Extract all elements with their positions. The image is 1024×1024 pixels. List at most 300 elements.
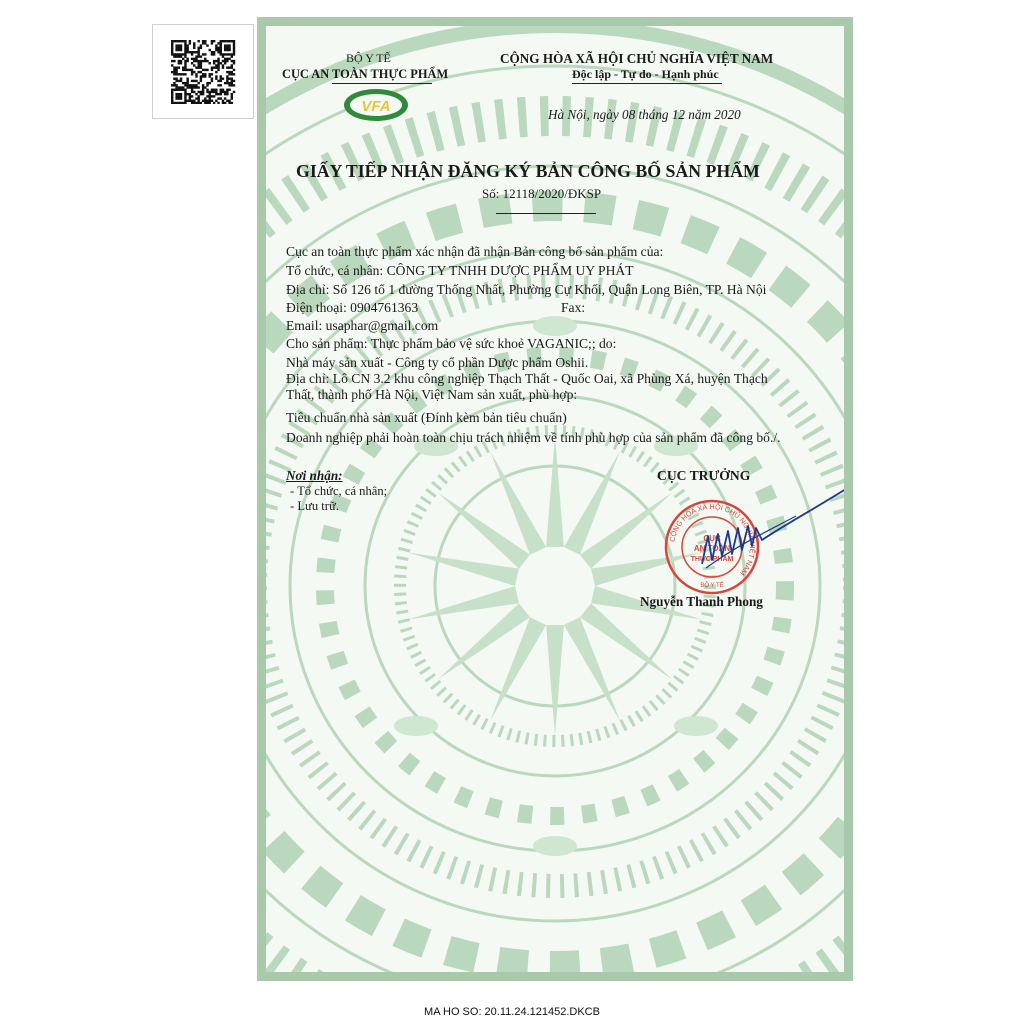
qr-module [200,44,202,46]
qr-module [193,57,195,59]
qr-module [186,57,188,59]
qr-module [231,64,233,66]
qr-module [191,101,193,103]
qr-module [226,88,228,90]
qr-module [175,97,177,99]
qr-module [171,95,173,97]
qr-module [228,77,230,79]
qr-module [204,53,206,55]
qr-module [186,68,188,70]
qr-module [197,70,199,72]
qr-module [195,55,197,57]
issue-date: Hà Nội, ngày 08 tháng 12 năm 2020 [548,107,741,122]
qr-module [222,55,224,57]
qr-module [175,55,177,57]
qr-module [193,99,195,101]
qr-module [226,70,228,72]
qr-module [184,55,186,57]
qr-module [191,86,193,88]
qr-module [220,62,222,64]
qr-module [233,73,235,75]
qr-module [197,55,199,57]
factory: Nhà máy sản xuất - Công ty cổ phần Dược phẩm Oshii. [286,355,589,370]
qr-module [197,48,199,50]
qr-module [197,46,199,48]
qr-module [173,77,175,79]
qr-module [184,66,186,68]
qr-module [189,97,191,99]
qr-module [228,44,230,46]
qr-module [206,68,208,70]
qr-module [202,40,204,42]
qr-module [195,97,197,99]
qr-module [220,46,222,48]
signer-name: Nguyễn Thanh Phong [640,594,763,609]
qr-module [206,101,208,103]
qr-module [209,73,211,75]
qr-module [231,70,233,72]
qr-module [184,81,186,83]
qr-module [184,44,186,46]
qr-module [209,101,211,103]
qr-module [222,64,224,66]
stamp-ring-text: CỘNG HÒA XÃ HỘI CHỦ NGHĨA VIỆT NAM [667,501,758,578]
qr-module [191,51,193,53]
qr-module [215,59,217,61]
document-title: GIẤY TIẾP NHẬN ĐĂNG KÝ BẢN CÔNG BỐ SẢN PHẨM [296,161,760,181]
qr-module [191,53,193,55]
qr-module [191,62,193,64]
qr-module [228,57,230,59]
qr-module [213,40,215,42]
qr-module [178,59,180,61]
qr-module [217,66,219,68]
qr-module [195,101,197,103]
qr-module [224,57,226,59]
qr-module [211,66,213,68]
qr-module [186,84,188,86]
qr-module [175,68,177,70]
qr-module [233,51,235,53]
qr-module [173,84,175,86]
qr-module [202,90,204,92]
qr-module [178,53,180,55]
qr-module [178,66,180,68]
qr-module [209,99,211,101]
qr-module [171,84,173,86]
country-name: CỘNG HÒA XÃ HỘI CHỦ NGHĨA VIỆT NAM [500,51,774,66]
qr-module [209,75,211,77]
qr-module [202,84,204,86]
qr-module [175,95,177,97]
stamp-center-2: AN TOÀN [693,544,731,553]
email: Email: usaphar@gmail.com [286,318,439,333]
qr-module [173,55,175,57]
qr-module [215,88,217,90]
qr-module [228,66,230,68]
qr-module [175,46,177,48]
qr-module [211,79,213,81]
qr-module [231,59,233,61]
qr-module [184,99,186,101]
qr-module [180,101,182,103]
qr-module [217,51,219,53]
qr-module [175,92,177,94]
qr-module [202,88,204,90]
qr-module [226,99,228,101]
qr-module [213,88,215,90]
qr-module [191,88,193,90]
qr-module [189,68,191,70]
qr-module [197,90,199,92]
qr-module [226,48,228,50]
recipient-1: - Tổ chức, cá nhân; [290,484,388,498]
qr-module [220,88,222,90]
qr-module [226,53,228,55]
qr-module [228,53,230,55]
qr-module [184,73,186,75]
qr-module [224,48,226,50]
qr-module [222,59,224,61]
qr-module [222,40,224,42]
qr-module [193,101,195,103]
qr-module [228,99,230,101]
qr-module [231,53,233,55]
qr-module [220,44,222,46]
qr-module [182,68,184,70]
qr-module [211,51,213,53]
recipients-heading: Nơi nhận: [286,468,343,483]
qr-module [233,46,235,48]
qr-module [178,62,180,64]
qr-module [226,59,228,61]
product: Cho sản phẩm: Thực phẩm bảo vệ sức khoẻ VAGANIC;; do: [286,336,617,351]
qr-module [226,92,228,94]
qr-module [204,97,206,99]
qr-module [228,48,230,50]
qr-module [175,77,177,79]
qr-module [171,99,173,101]
qr-module [226,90,228,92]
qr-module [202,73,204,75]
qr-module [197,62,199,64]
qr-module [209,90,211,92]
qr-module [228,88,230,90]
organization: Tổ chức, cá nhân: CÔNG TY TNHH DƯỢC PHẨM UY PHÁT [286,263,634,278]
qr-module [204,68,206,70]
qr-module [193,59,195,61]
qr-module [195,66,197,68]
qr-module [189,95,191,97]
qr-module [171,40,173,42]
stamp-bottom-text: BỘ Y TẾ [700,583,724,589]
qr-module [233,62,235,64]
qr-module [213,51,215,53]
qr-module [197,95,199,97]
qr-module [178,88,180,90]
qr-module [200,62,202,64]
qr-module [224,81,226,83]
qr-module [175,79,177,81]
qr-module [211,77,213,79]
qr-module [209,62,211,64]
qr-module [222,101,224,103]
qr-module [220,40,222,42]
qr-module [189,42,191,44]
qr-module [224,59,226,61]
qr-module [202,75,204,77]
qr-module [206,44,208,46]
qr-module [182,88,184,90]
qr-module [233,48,235,50]
agency-name: CỤC AN TOÀN THỰC PHẨM [282,67,449,81]
qr-module [211,90,213,92]
qr-module [211,42,213,44]
qr-module [180,77,182,79]
qr-module [226,46,228,48]
qr-module [184,51,186,53]
qr-module [171,101,173,103]
qr-module [215,46,217,48]
qr-module [224,46,226,48]
qr-module [206,81,208,83]
qr-module [224,62,226,64]
qr-module [184,46,186,48]
qr-module [180,44,182,46]
qr-module [226,66,228,68]
qr-module [182,53,184,55]
qr-module [175,53,177,55]
qr-module [173,81,175,83]
qr-module [197,40,199,42]
qr-module [191,95,193,97]
qr-module [213,59,215,61]
qr-module [178,86,180,88]
qr-module [220,77,222,79]
qr-module [217,48,219,50]
qr-module [175,44,177,46]
factory-address-2: Thất, thành phố Hà Nội, Việt Nam sản xuất, phù hợp: [286,387,578,402]
qr-module [184,88,186,90]
qr-module [222,66,224,68]
qr-module [173,68,175,70]
qr-module [175,101,177,103]
qr-module [175,70,177,72]
qr-module [182,101,184,103]
qr-module [228,40,230,42]
qr-module [182,86,184,88]
qr-module [204,59,206,61]
qr-module [173,66,175,68]
responsibility: Doanh nghiệp phải hoàn toàn chịu trách nhiệm về tính phù hợp của sản phẩm đã công bố./. [286,430,781,445]
qr-module [231,77,233,79]
qr-module [191,90,193,92]
qr-module [226,81,228,83]
qr-module [211,99,213,101]
qr-module [191,70,193,72]
qr-module [202,59,204,61]
qr-module [215,70,217,72]
qr-module [186,79,188,81]
ministry-name: BỘ Y TẾ [346,51,391,65]
qr-module [180,46,182,48]
qr-module [191,73,193,75]
qr-module [186,77,188,79]
qr-module [211,68,213,70]
qr-module [186,46,188,48]
qr-module [215,44,217,46]
qr-module [231,66,233,68]
qr-module [215,75,217,77]
qr-module [189,40,191,42]
qr-module [231,95,233,97]
qr-module [233,79,235,81]
qr-module [200,101,202,103]
vfa-logo-text: VFA [361,98,391,115]
handwritten-signature [693,476,844,596]
qr-module [182,66,184,68]
qr-module [224,97,226,99]
qr-module [200,70,202,72]
qr-module [231,73,233,75]
qr-module [173,53,175,55]
qr-module [211,53,213,55]
qr-module [217,84,219,86]
standard: Tiêu chuẩn nhà sản xuất (Đính kèm bản tiêu chuẩn) [286,410,567,425]
qr-module [231,79,233,81]
qr-module [186,48,188,50]
vfa-logo [341,86,411,124]
qr-module [204,42,206,44]
qr-module [200,90,202,92]
stamp-center-1: CỤC [703,534,721,543]
qr-module [231,101,233,103]
qr-module [186,86,188,88]
certificate-paper [266,26,844,972]
qr-module [233,53,235,55]
qr-module [184,92,186,94]
qr-module [180,62,182,64]
qr-module [217,64,219,66]
qr-module [171,88,173,90]
qr-code [152,24,254,119]
qr-module [217,59,219,61]
qr-module [189,92,191,94]
qr-module [211,40,213,42]
qr-module [171,51,173,53]
qr-module [231,81,233,83]
qr-module [173,101,175,103]
qr-module [222,77,224,79]
qr-module [215,90,217,92]
qr-module [202,42,204,44]
document-number: Số: 12118/2020/ĐKSP [482,186,602,201]
qr-module [233,84,235,86]
qr-module [226,57,228,59]
qr-module [173,70,175,72]
qr-module [233,42,235,44]
qr-module [200,75,202,77]
qr-module [228,101,230,103]
qr-module [189,84,191,86]
qr-module [184,64,186,66]
qr-module [171,64,173,66]
qr-module [228,70,230,72]
qr-module [195,86,197,88]
country-motto: Độc lập - Tự do - Hạnh phúc [572,67,719,81]
qr-module [178,95,180,97]
qr-module [178,48,180,50]
qr-module [184,42,186,44]
qr-module [211,73,213,75]
qr-module [193,44,195,46]
qr-module [204,101,206,103]
dossier-code: MA HO SO: 20.11.24.121452.DKCB [424,1006,600,1018]
qr-module [186,92,188,94]
qr-module [220,84,222,86]
qr-module [197,53,199,55]
qr-module [204,99,206,101]
qr-module [224,44,226,46]
qr-module [175,40,177,42]
qr-module [184,101,186,103]
qr-module [191,57,193,59]
qr-module [231,55,233,57]
qr-module [193,51,195,53]
qr-module [195,51,197,53]
factory-address-1: Địa chỉ: Lô CN 3.2 khu công nghiệp Thạch Thất - Quốc Oai, xã Phùng Xá, huyện Thạch [286,371,768,386]
qr-module [200,64,202,66]
qr-module [180,59,182,61]
qr-module [222,88,224,90]
qr-module [178,55,180,57]
qr-module [220,97,222,99]
qr-module [200,92,202,94]
recipient-2: - Lưu trữ. [290,499,339,513]
qr-module [233,40,235,42]
qr-module [186,59,188,61]
qr-module [215,77,217,79]
qr-module [186,44,188,46]
qr-module [184,95,186,97]
qr-module [184,62,186,64]
qr-module [195,59,197,61]
qr-module [191,84,193,86]
qr-module [217,42,219,44]
qr-module [206,95,208,97]
qr-module [175,88,177,90]
qr-module [209,81,211,83]
qr-module [200,46,202,48]
agency-underline [332,83,432,84]
qr-module [171,42,173,44]
qr-module [193,90,195,92]
qr-module [171,53,173,55]
qr-module [217,62,219,64]
qr-module [197,97,199,99]
qr-module [215,66,217,68]
qr-module [182,73,184,75]
qr-module [171,92,173,94]
qr-module [206,99,208,101]
qr-module [217,92,219,94]
qr-module [206,84,208,86]
qr-module [200,55,202,57]
qr-module [226,77,228,79]
qr-module [200,79,202,81]
qr-module [184,90,186,92]
qr-module [220,48,222,50]
